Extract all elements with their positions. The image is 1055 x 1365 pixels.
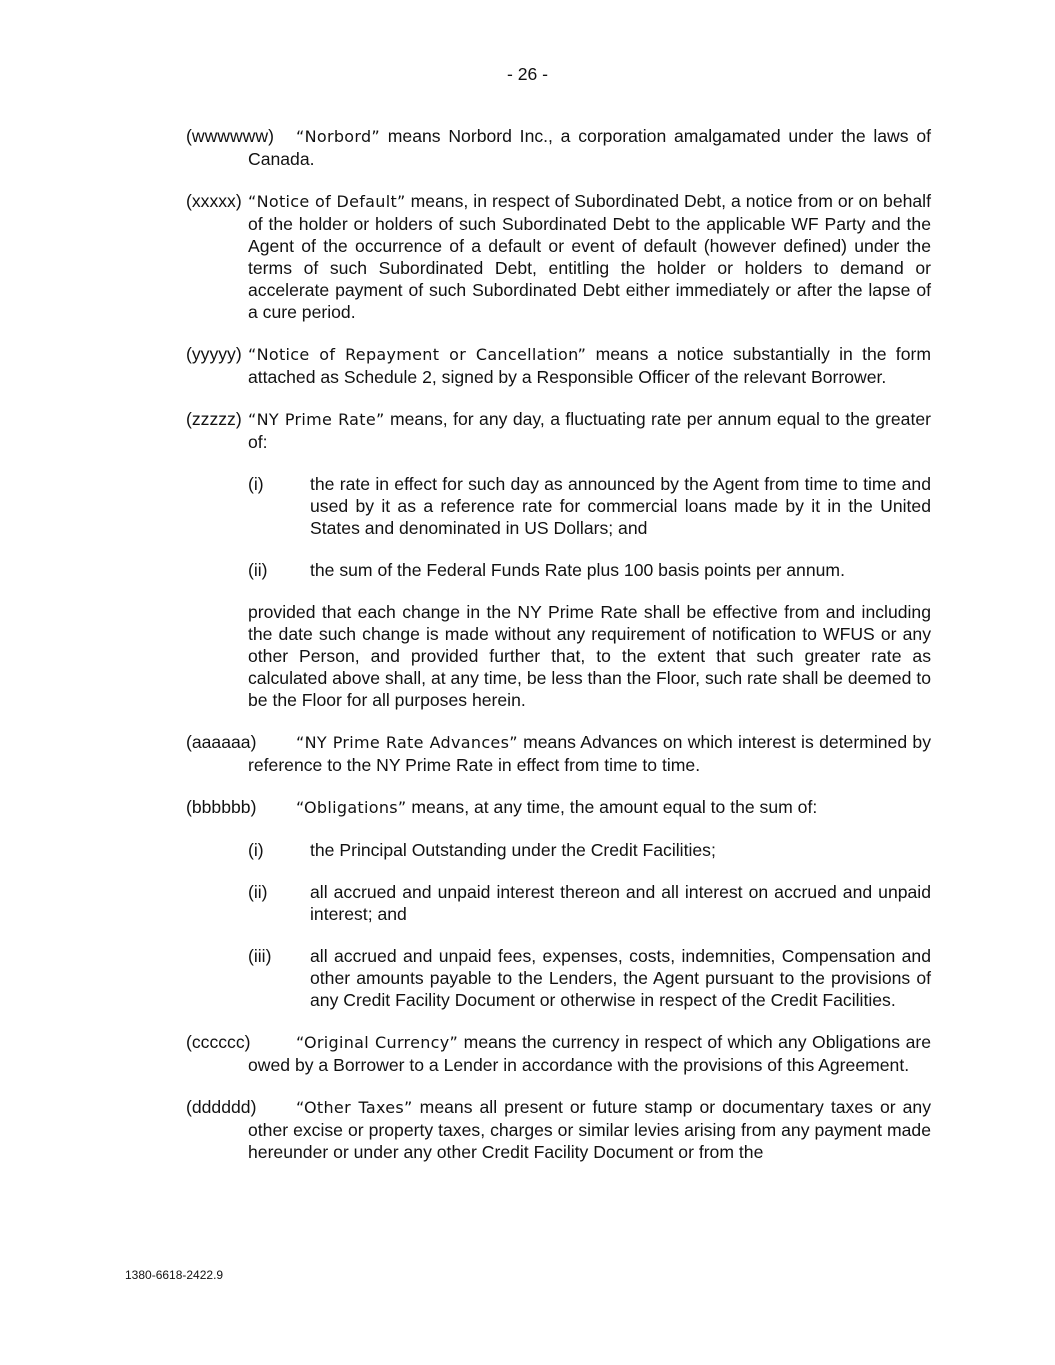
clause-number: (yyyyy) xyxy=(186,344,242,364)
definition-text: means all present or future stamp or documentary taxes or any other excise or property taxes, charges or similar levies arising from any payment made hereunder or under any other Credit Facility Document or from the xyxy=(248,1097,931,1162)
defined-term: “Other Taxes” xyxy=(296,1098,413,1117)
clause-number: (xxxxx) xyxy=(186,191,242,211)
definition-text: means the currency in respect of which any Obligations are owed by a Borrower to a Lender in accordance with the provisions of this Agreement. xyxy=(248,1032,931,1075)
defined-term: “Notice of Default” xyxy=(248,192,406,211)
definition-original-currency xyxy=(186,1031,931,1076)
sub-clause-text: the sum of the Federal Funds Rate plus 100 basis points per annum. xyxy=(310,560,845,580)
definition-ny-prime-rate xyxy=(186,408,931,453)
sub-clause xyxy=(248,473,931,539)
sub-clause-number: (iii) xyxy=(248,946,272,966)
definition-obligations xyxy=(186,796,931,819)
definition-text: means Advances on which interest is determined by reference to the NY Prime Rate in effect from time to time. xyxy=(248,732,931,775)
definition-text: means, at any time, the amount equal to the sum of: xyxy=(406,797,818,817)
definition-other-taxes xyxy=(186,1096,931,1163)
document-id: 1380-6618-2422.9 xyxy=(125,1268,224,1282)
sub-clause-number: (i) xyxy=(248,840,264,860)
definition-notice-of-repayment xyxy=(186,343,931,388)
sub-clause-text: the rate in effect for such day as announced by the Agent from time to time and used by it as a reference rate for commercial loans made by it in the United States and denominated in US Dollars; and xyxy=(310,474,931,538)
document-body xyxy=(186,125,931,1183)
defined-term: “Notice of Repayment or Cancellation” xyxy=(248,345,587,364)
clause-number: (cccccc) xyxy=(186,1032,251,1052)
definition-text: means a notice substantially in the form attached as Schedule 2, signed by a Responsible Officer of the relevant Borrower. xyxy=(248,344,931,387)
definition-text: means, in respect of Subordinated Debt, a notice from or on behalf of the holder or holders of such Subordinated Debt to the applicable WF Party and the Agent of the occurrence of a default or event of default (however defined) under the terms of such Subordinated Debt, entitling the holder or holders to demand or accelerate payment of such Subordinated Debt either immediately or after the lapse of a cure period. xyxy=(248,191,931,322)
defined-term: “NY Prime Rate” xyxy=(248,410,385,429)
defined-term: “Original Currency” xyxy=(296,1033,459,1052)
page-number: - 26 - xyxy=(506,64,549,84)
sub-clause-text: all accrued and unpaid interest thereon and all interest on accrued and unpaid interest; and xyxy=(310,882,931,924)
clause-number: (wwwwww) xyxy=(186,126,274,146)
sub-clause-number: (i) xyxy=(248,474,264,494)
sub-clause xyxy=(248,945,931,1011)
sub-clause-text: the Principal Outstanding under the Credit Facilities; xyxy=(310,840,716,860)
clause-number: (dddddd) xyxy=(186,1097,257,1117)
sub-clause-text: all accrued and unpaid fees, expenses, costs, indemnities, Compensation and other amounts payable to the Lenders, the Agent pursuant to the provisions of any Credit Facility Document or otherwise in respect of the Credit Facilities. xyxy=(310,946,931,1010)
sub-clause xyxy=(248,839,931,861)
definition-ny-prime-rate-advances xyxy=(186,731,931,776)
clause-number: (bbbbbb) xyxy=(186,797,257,817)
defined-term: “NY Prime Rate Advances” xyxy=(296,733,518,752)
proviso-text: provided that each change in the NY Prime Rate shall be effective from and including the date such change is made without any requirement of notification to WFUS or any other Person, and provided further that, to the extent that such greater rate as calculated above shall, at any time, be less than the Floor, such rate shall be deemed to be the Floor for all purposes herein. xyxy=(248,602,931,710)
definition-text: means Norbord Inc., a corporation amalgamated under the laws of Canada. xyxy=(248,126,931,169)
defined-term: “Obligations” xyxy=(296,798,407,817)
clause-number: (aaaaaa) xyxy=(186,732,257,752)
definition-text: means, for any day, a fluctuating rate per annum equal to the greater of: xyxy=(248,409,931,452)
sub-clause xyxy=(248,881,931,925)
sub-clause xyxy=(248,559,931,581)
sub-clause-number: (ii) xyxy=(248,560,268,580)
defined-term: “Norbord” xyxy=(296,127,381,146)
clause-number: (zzzzz) xyxy=(186,409,242,429)
sub-clause-number: (ii) xyxy=(248,882,268,902)
definition-notice-of-default xyxy=(186,190,931,323)
definition-norbord xyxy=(186,125,931,170)
